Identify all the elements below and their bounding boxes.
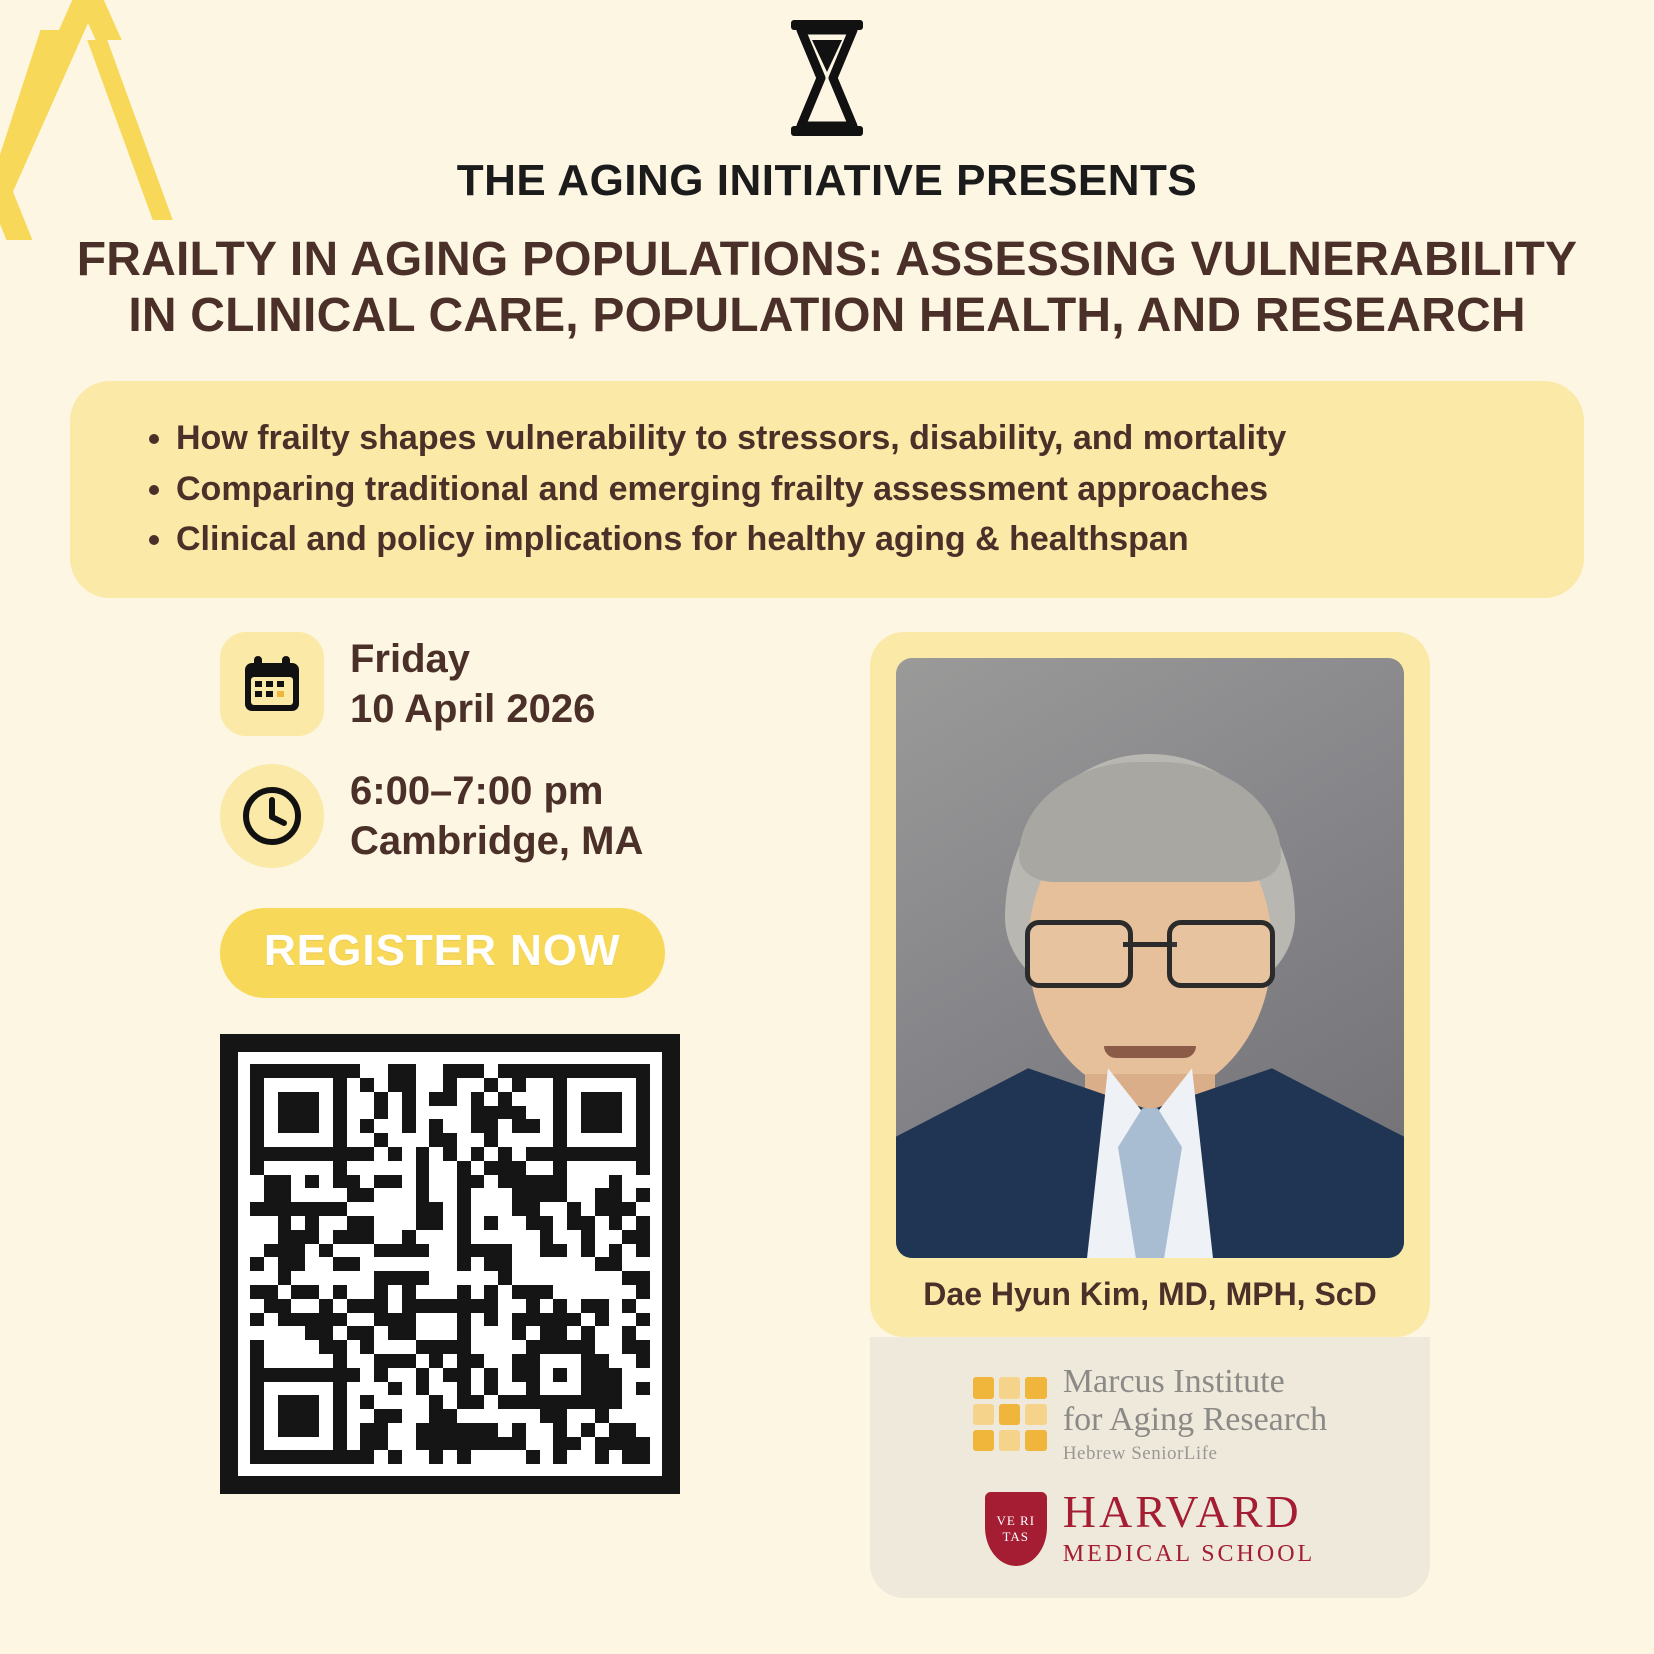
highlights-panel	[70, 381, 1584, 598]
event-date-line1: Friday	[350, 636, 471, 681]
speaker-column	[870, 632, 1430, 1598]
qr-code[interactable]	[220, 1034, 680, 1494]
marcus-institute-mark	[973, 1377, 1047, 1451]
calendar-icon	[220, 632, 324, 736]
marcus-logo-line1: Marcus Institute	[1062, 1363, 1285, 1401]
speaker-name: Dae Hyun Kim, MD, MPH, ScD	[923, 1276, 1377, 1313]
harvard-shield-icon: VE RI TAS	[985, 1492, 1047, 1566]
list-item: • How frailty shapes vulnerability to stressors, disability, and mortality	[176, 413, 1536, 463]
page-title: FRAILTY IN AGING POPULATIONS: ASSESSING VULNERABILITY IN CLINICAL CARE, POPULATION HEALTH, AND RESEARCH	[76, 233, 1578, 342]
list-item: • Clinical and policy implications for healthy aging & healthspan	[176, 514, 1536, 564]
event-date-line2: 10 April 2026	[350, 687, 596, 732]
harvard-logo-line1: HARVARD	[1062, 1486, 1302, 1538]
list-item: • Comparing traditional and emerging frailty assessment approaches	[176, 464, 1536, 514]
clock-icon	[220, 764, 324, 868]
harvard-logo-line2: MEDICAL SCHOOL	[1062, 1541, 1316, 1568]
marcus-institute-logo	[890, 1363, 1410, 1465]
event-time: 6:00–7:00 pm	[350, 768, 604, 813]
page-eyebrow: THE AGING INITIATIVE PRESENTS	[456, 156, 1198, 205]
speaker-card	[870, 632, 1430, 1337]
marcus-logo-line2: for Aging Research	[1062, 1401, 1328, 1439]
event-location: Cambridge, MA	[350, 819, 644, 864]
logos	[870, 1337, 1430, 1598]
harvard-medical-school-logo	[890, 1486, 1410, 1568]
event-time-location	[220, 764, 830, 868]
marcus-logo-line3: Hebrew SeniorLife	[1062, 1443, 1218, 1465]
register-button[interactable]: REGISTER NOW	[220, 908, 665, 998]
hourglass-icon	[0, 0, 1654, 138]
speaker-headshot	[896, 658, 1404, 1258]
event-date	[220, 632, 830, 736]
event-details-column	[70, 632, 830, 1598]
